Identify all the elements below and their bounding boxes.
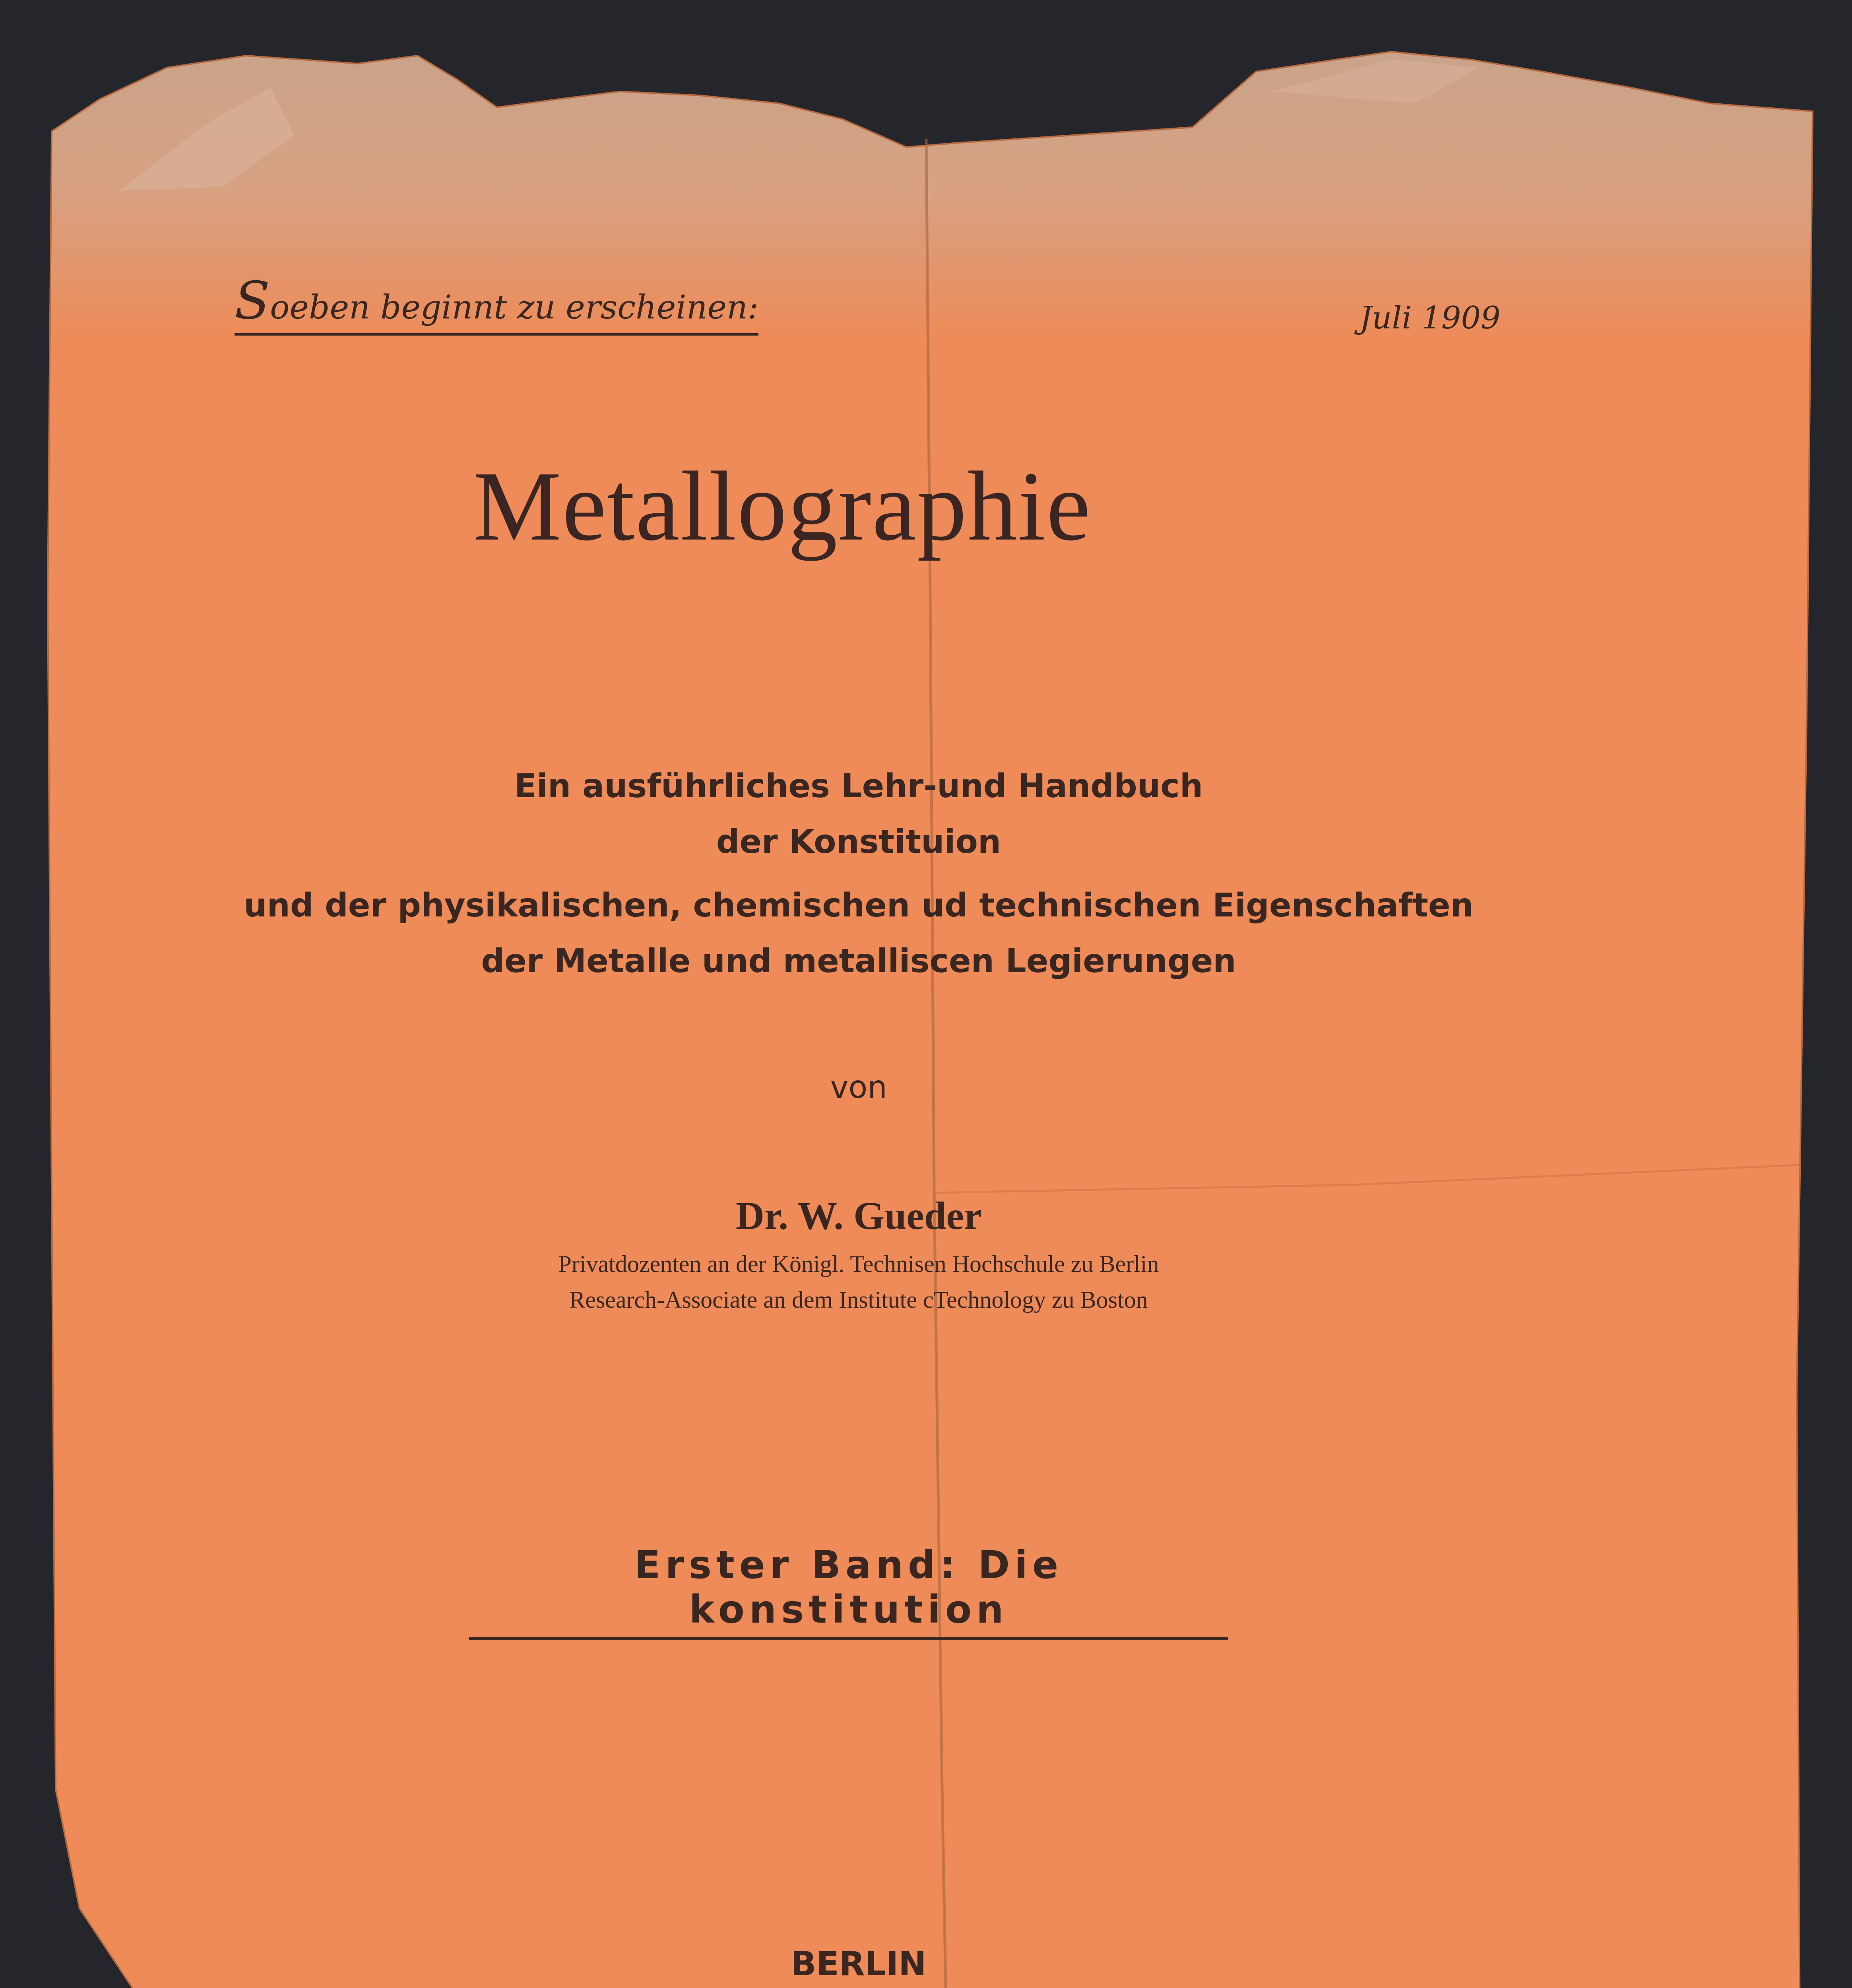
author-affiliation: Research-Associate an dem Institute cTechnology zu Boston — [569, 1287, 1148, 1313]
announcement-heading — [235, 270, 758, 336]
subtitle-line: der Konstituion — [716, 823, 1001, 861]
publisher-city: BERLIN — [791, 1944, 927, 1983]
publication-date: Juli 1909 — [1359, 300, 1501, 336]
announcement-initial: S — [235, 270, 270, 331]
volume-heading: Erster Band: Die konstitution — [469, 1543, 1228, 1640]
announcement-text: oeben beginnt zu erscheinen: — [270, 289, 759, 326]
author-name: Dr. W. Gueder — [735, 1194, 982, 1238]
volume-heading-wrap — [469, 1543, 1228, 1640]
by-line: von — [830, 1070, 887, 1105]
document-title: Metallographie — [473, 451, 1092, 561]
subtitle-line: und der physikalischen, chemischen ud technischen Eigenschaften — [244, 887, 1474, 924]
subtitle-line: Ein ausführliches Lehr-und Handbuch — [514, 767, 1203, 805]
paper-body — [48, 52, 1813, 1988]
subtitle-line: der Metalle und metalliscen Legierungen — [481, 942, 1236, 980]
author-affiliation: Privatdozenten an der Königl. Technisen Hochschule zu Berlin — [558, 1251, 1159, 1277]
